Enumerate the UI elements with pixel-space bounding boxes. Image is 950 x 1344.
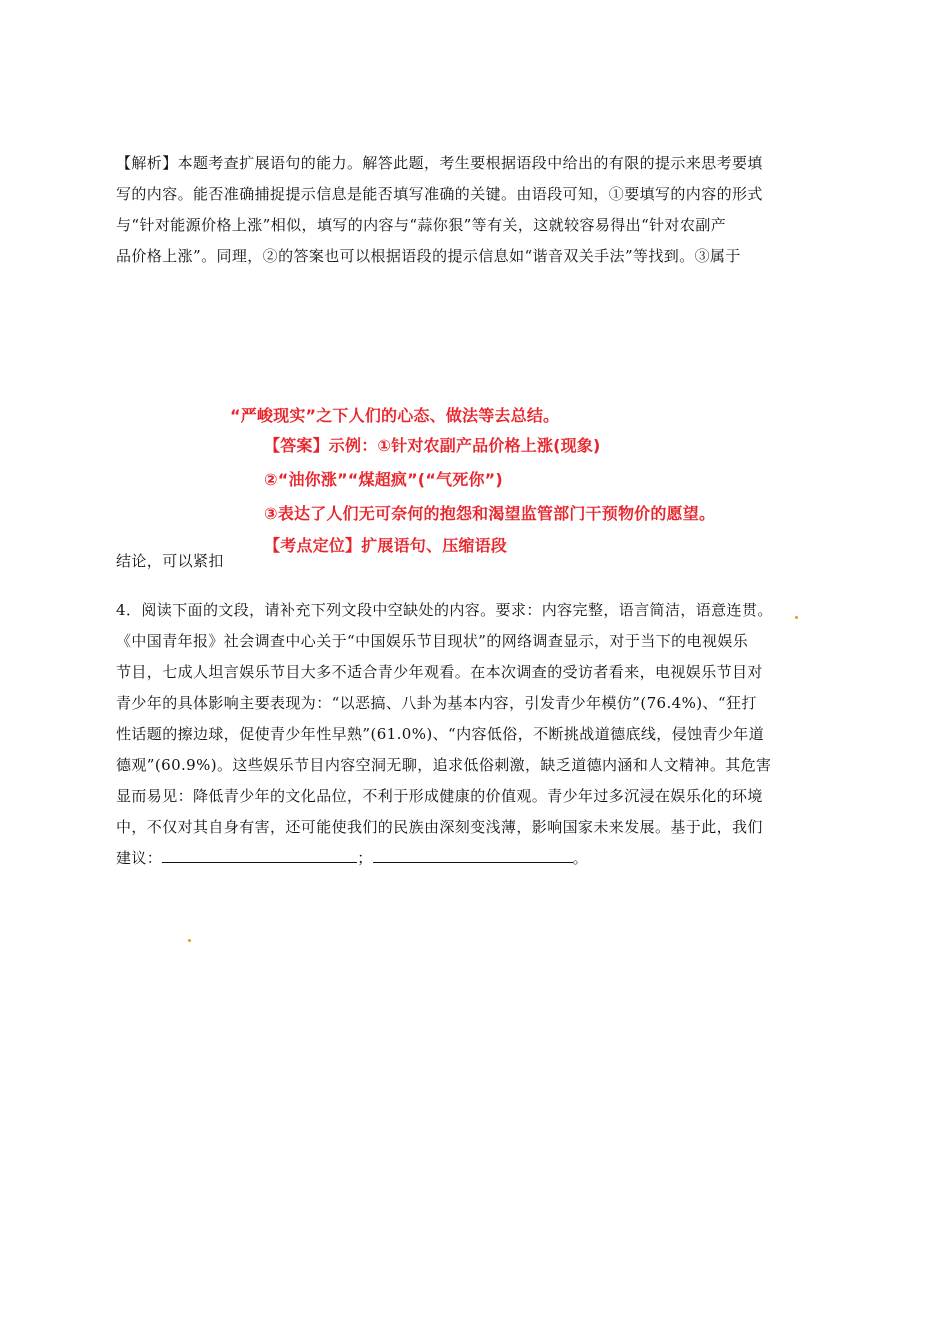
blank-separator: ； <box>357 849 373 867</box>
conclusion-text: 结论，可以紧扣 <box>116 552 224 570</box>
answer-blank-2[interactable] <box>373 844 573 863</box>
question-last-line <box>116 843 836 874</box>
question-line: 《中国青年报》社会调查中心关于“中国娱乐节目现状”的网络调查显示，对于当下的电视娱乐 <box>116 632 749 650</box>
analysis-line: 【解析】本题考查扩展语句的能力。解答此题，考生要根据语段中给出的有限的提示来思考要填 <box>116 154 763 172</box>
sentence-end: 。 <box>572 849 589 867</box>
question-line: 青少年的具体影响主要表现为：“以恶搞、八卦为基本内容，引发青少年模仿”(76.4%)、“狂打 <box>116 694 757 712</box>
analysis-line: 与“针对能源价格上涨”相似，填写的内容与“蒜你狠”等有关，这就较容易得出“针对农副产 <box>116 216 727 234</box>
question-line: 德观”(60.9%)。这些娱乐节目内容空洞无聊，追求低俗刺激，缺乏道德内涵和人文精神。其危害 <box>116 756 772 774</box>
question-line: 4．阅读下面的文段，请补充下列文段中空缺处的内容。要求：内容完整，语言简洁，语意连贯。 <box>116 601 773 619</box>
ink-dot-mark <box>795 616 798 619</box>
analysis-line: 写的内容。能否准确捕捉提示信息是能否填写准确的关键。由语段可知，①要填写的内容的形式 <box>116 185 763 203</box>
ink-dot-mark <box>188 939 191 942</box>
question-line: 显而易见：降低青少年的文化品位，不利于形成健康的价值观。青少年过多沉浸在娱乐化的环境 <box>116 787 763 805</box>
question-line: 性话题的擦边球，促使青少年性早熟”(61.0%)、“内容低俗，不断挑战道德底线，侵蚀青少年道 <box>116 725 765 743</box>
question-line: 中，不仅对其自身有害，还可能使我们的民族由深刻变浅薄，影响国家未来发展。基于此，我们 <box>116 818 763 836</box>
analysis-line: 品价格上涨”。同理，②的答案也可以根据语段的提示信息如“谐音双关手法”等找到。③属于 <box>116 247 741 265</box>
answer-line-summary: “严峻现实”之下人们的心态、做法等去总结。 <box>230 406 560 425</box>
answer-line-example-2: ②“油你涨”“煤超疯”(“气死你”) <box>264 470 503 489</box>
suggestion-label: 建议： <box>116 849 163 867</box>
question-line: 节目，七成人坦言娱乐节目大多不适合青少年观看。在本次调查的受访者看来，电视娱乐节目对 <box>116 663 763 681</box>
answer-stamp-image <box>230 404 750 574</box>
answer-line-topic: 【考点定位】扩展语句、压缩语段 <box>264 536 508 555</box>
analysis-paragraph <box>116 148 836 272</box>
question-paragraph <box>116 595 836 874</box>
answer-line-example-1: 【答案】示例：①针对农副产品价格上涨(现象) <box>264 436 601 455</box>
answer-line-example-3: ③表达了人们无可奈何的抱怨和渴望监管部门干预物价的愿望。 <box>264 504 716 523</box>
answer-blank-1[interactable] <box>162 844 357 863</box>
